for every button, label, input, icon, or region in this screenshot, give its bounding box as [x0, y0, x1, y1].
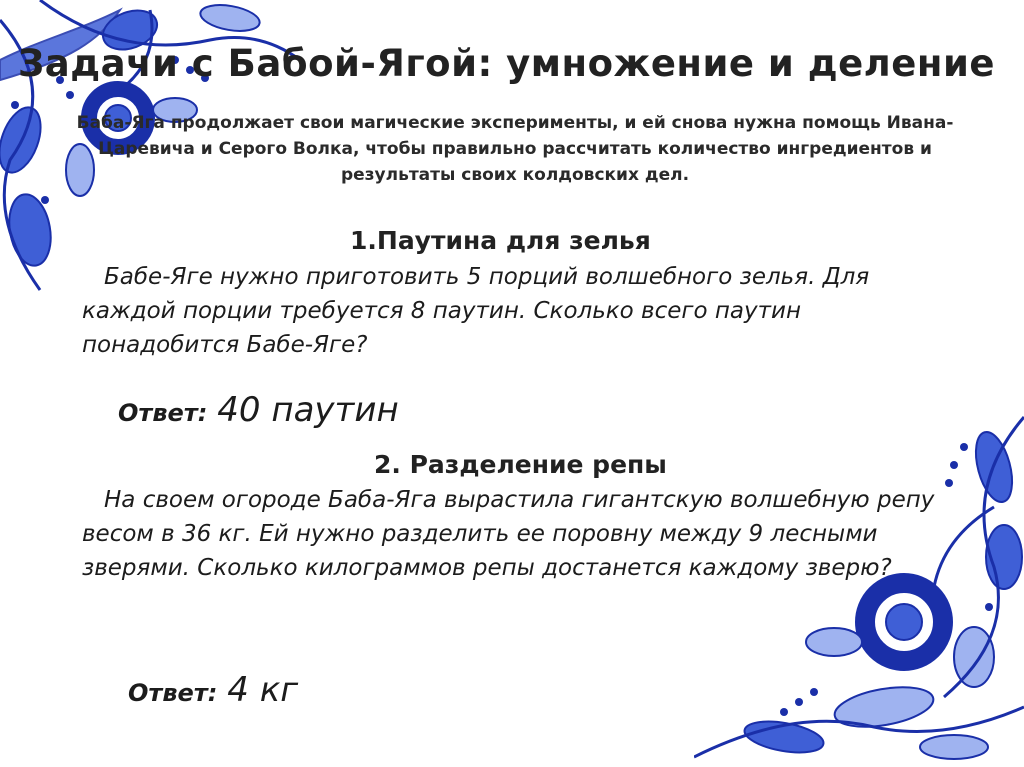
page-title: Задачи с Бабой-Ягой: умножение и деление — [18, 42, 995, 85]
task-1-answer — [118, 390, 399, 430]
task-2-text: На своем огороде Баба-Яга вырастила гигантскую волшебную репу весом в 36 кг. Ей нужно разделить ее поровну между 9 лесными зверями. Сколько килограммов репы достанется каждому зверю? — [82, 487, 935, 581]
task-2-heading: 2. Разделение репы — [374, 450, 667, 479]
answer-value: 40 паутин — [217, 390, 399, 430]
task-1-text: Бабе-Яге нужно приготовить 5 порций волшебного зелья. Для каждой порции требуется 8 паутин. Сколько всего паутин понадобится Бабе-Яге? — [82, 264, 870, 358]
answer-label: Ответ: — [128, 679, 218, 707]
corner-ornament-bottom-right — [694, 407, 1024, 767]
intro-paragraph: Баба-Яга продолжает свои магические эксперименты, и ей снова нужна помощь Ивана-Царевича и Серого Волка, чтобы правильно рассчитать количество ингредиентов и результаты своих колдовских дел. — [76, 113, 954, 185]
task-2-answer — [128, 670, 298, 710]
task-1-heading: 1.Паутина для зелья — [350, 226, 651, 255]
answer-label: Ответ: — [118, 399, 208, 427]
answer-value: 4 кг — [227, 670, 299, 710]
